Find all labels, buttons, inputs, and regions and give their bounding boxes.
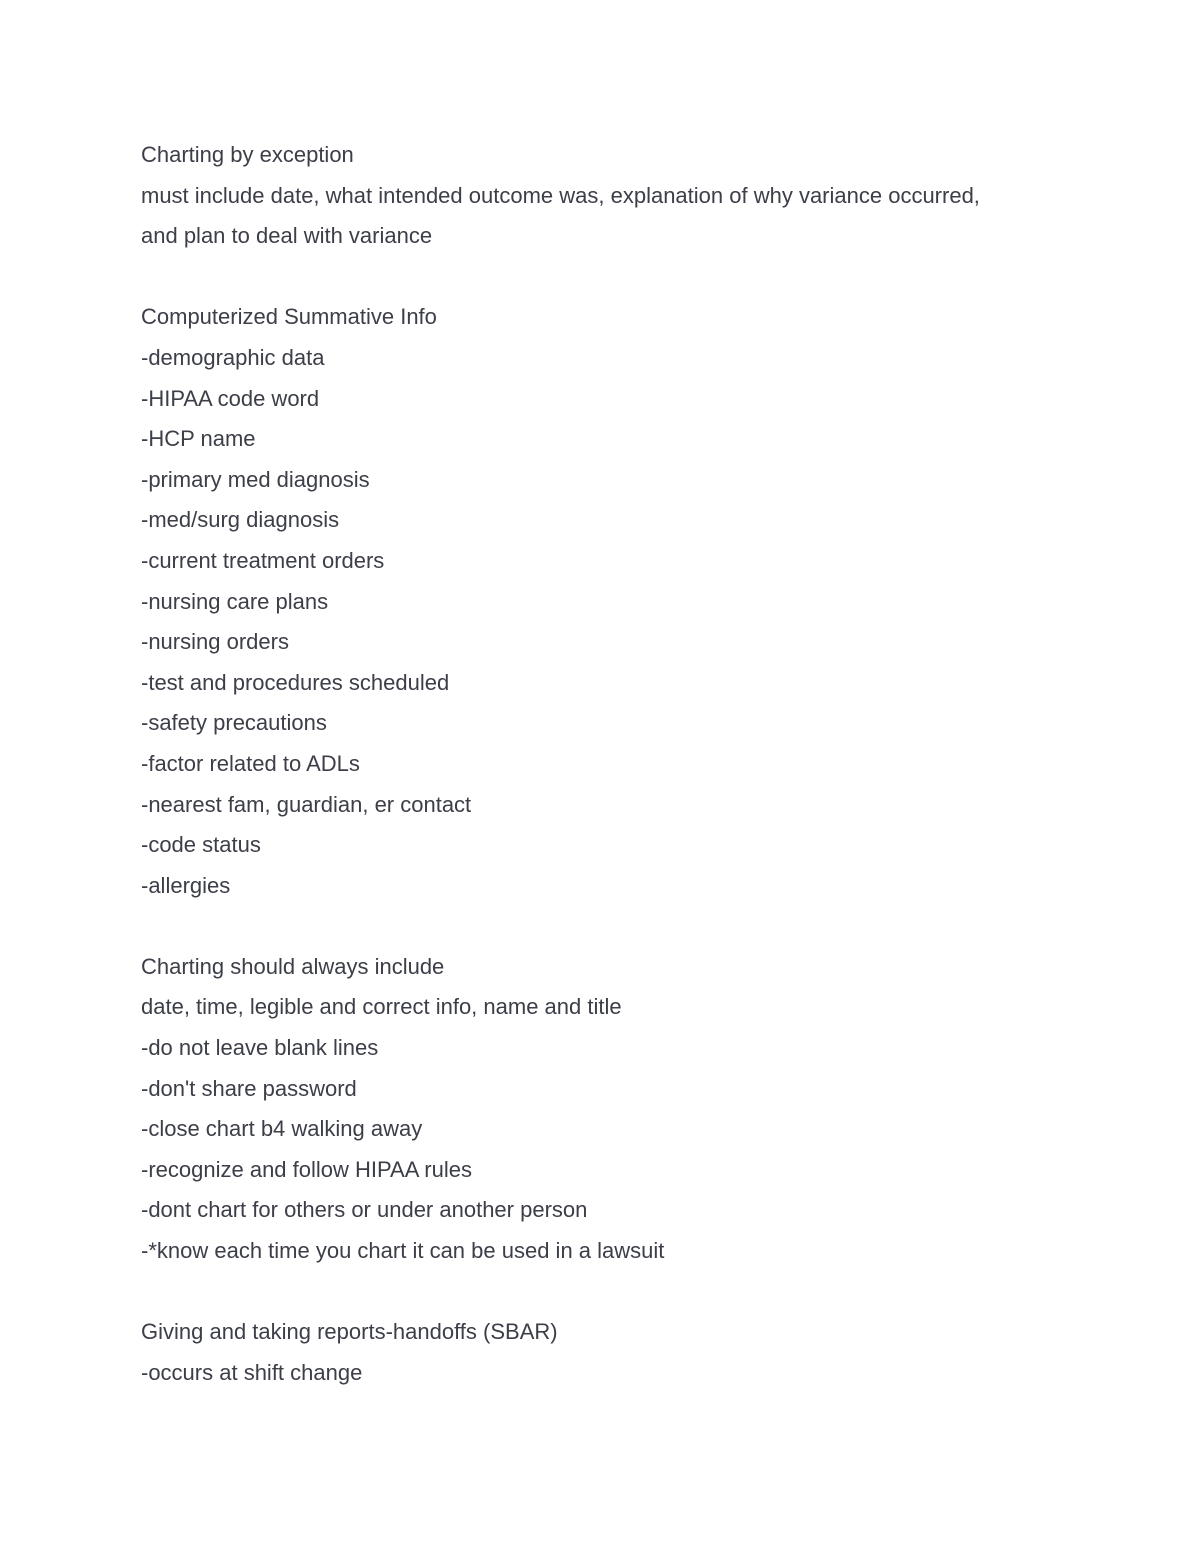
list-item: -close chart b4 walking away	[141, 1116, 423, 1142]
charting-rules-list	[141, 1028, 1101, 1272]
list-item: -HIPAA code word	[141, 385, 320, 411]
list-item: -demographic data	[141, 344, 325, 370]
list-item: -nearest fam, guardian, er contact	[141, 791, 472, 817]
list-item: -factor related to ADLs	[141, 750, 360, 776]
list-item: -nursing orders	[141, 629, 289, 655]
list-item: -safety precautions	[141, 710, 327, 736]
section-heading: Computerized Summative Info	[141, 304, 437, 330]
list-item: -HCP name	[141, 426, 256, 452]
list-item: -dont chart for others or under another person	[141, 1197, 588, 1223]
list-item: -nursing care plans	[141, 588, 329, 614]
summative-info-list	[141, 338, 1101, 906]
section-heading: Charting should always include	[141, 953, 445, 979]
handoff-list	[141, 1353, 1101, 1394]
document-page	[141, 135, 1101, 1393]
section-charting-should-always-include	[141, 947, 1101, 1272]
section-intro: date, time, legible and correct info, name and title	[141, 994, 622, 1020]
section-charting-by-exception	[141, 135, 1101, 257]
list-item: -don't share password	[141, 1075, 357, 1101]
list-item: -recognize and follow HIPAA rules	[141, 1156, 472, 1182]
list-item: -med/surg diagnosis	[141, 507, 340, 533]
list-item: -do not leave blank lines	[141, 1035, 379, 1061]
list-item: -primary med diagnosis	[141, 466, 370, 492]
list-item: -code status	[141, 832, 261, 858]
list-item: -*know each time you chart it can be used in a lawsuit	[141, 1238, 665, 1264]
section-heading: Giving and taking reports-handoffs (SBAR)	[141, 1319, 558, 1345]
section-computerized-summative-info	[141, 297, 1101, 906]
list-item: -current treatment orders	[141, 547, 385, 573]
section-giving-and-taking-reports	[141, 1312, 1101, 1393]
section-body-line: and plan to deal with variance	[141, 223, 433, 249]
list-item: -allergies	[141, 872, 231, 898]
list-item: -test and procedures scheduled	[141, 669, 450, 695]
section-body-line: must include date, what intended outcome was, explanation of why variance occurred,	[141, 182, 980, 208]
section-heading: Charting by exception	[141, 142, 354, 167]
list-item: -occurs at shift change	[141, 1359, 363, 1385]
